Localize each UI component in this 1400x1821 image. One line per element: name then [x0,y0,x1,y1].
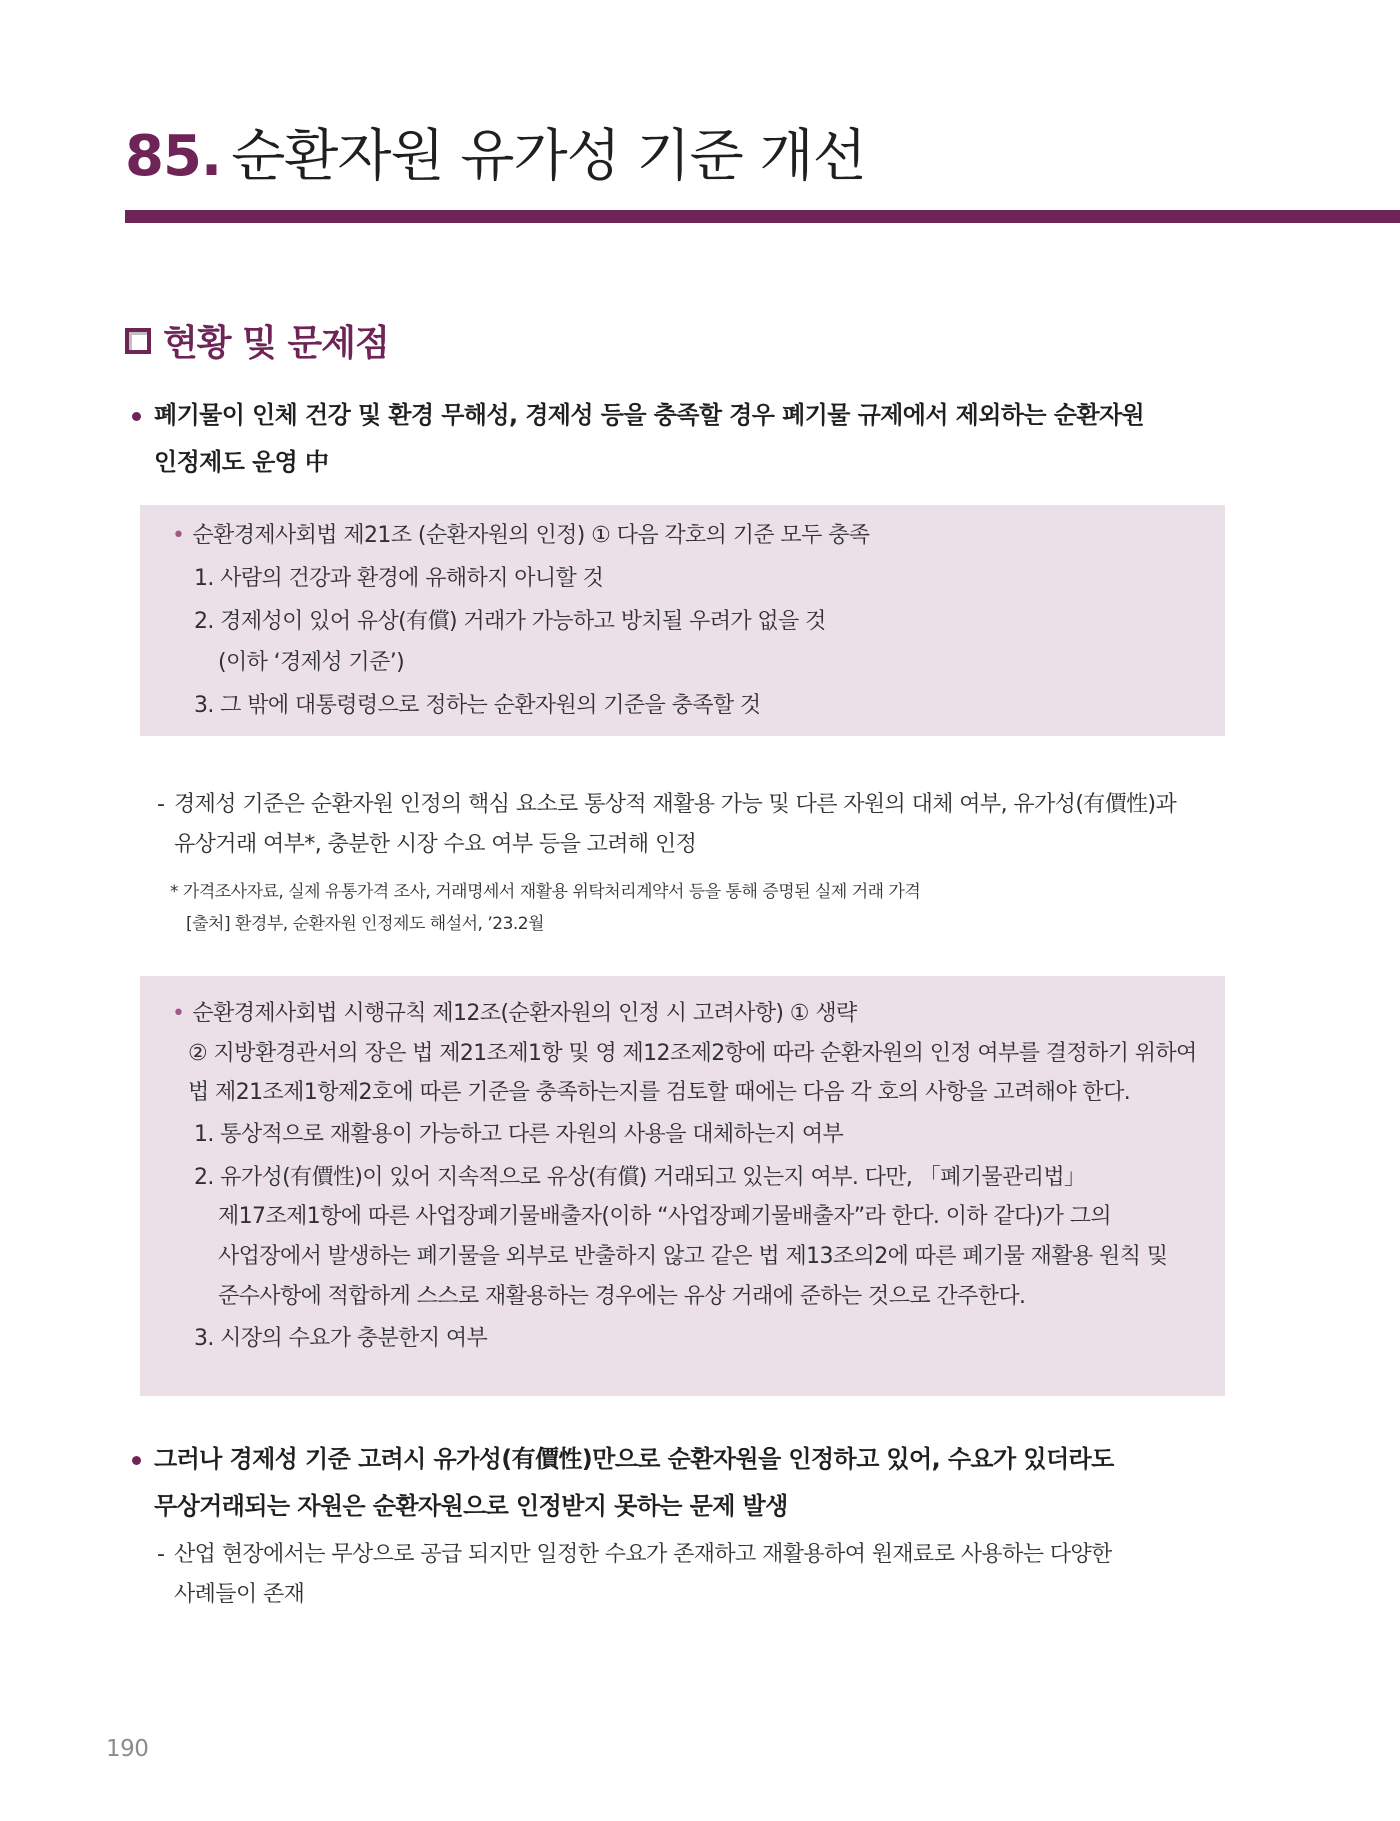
bullet2-line1: 그러나 경제성 기준 고려시 유가성(有價性)만으로 순환자원을 인정하고 있어, 수요가 있더라도 [154,1445,1114,1473]
dash2-line1: 산업 현장에서는 무상으로 공급 되지만 일정한 수요가 존재하고 재활용하여 원재료로 사용하는 다양한 [174,1542,1112,1567]
dash1-line1: 경제성 기준은 순환자원 인정의 핵심 요소로 통상적 재활용 가능 및 다른 자원의 대체 여부, 유가성(有價性)과 [174,792,1177,817]
dash-paragraph-1 [157,785,1237,865]
footnote-source: [출처] 환경부, 순환자원 인정제도 해설서, ’23.2월 [186,914,545,934]
box2-line: 3. 시장의 수요가 충분한지 여부 [194,1326,488,1351]
small-dot-icon: • [172,1001,185,1026]
dash-mark: - [157,1542,165,1567]
dash1-line2: 유상거래 여부*, 충분한 시장 수요 여부 등을 고려해 인정 [174,832,697,857]
box2-line: ② 지방환경관서의 장은 법 제21조제1항 및 영 제12조제2항에 따라 순환자원의 인정 여부를 결정하기 위하여 [188,1041,1197,1066]
box1-item: 2. 경제성이 있어 유상(有償) 거래가 가능하고 방치될 우려가 없을 것 [194,609,826,634]
dash2-line2: 사례들이 존재 [174,1582,305,1607]
footnote [170,876,1230,940]
box2-line: 준수사항에 적합하게 스스로 재활용하는 경우에는 유상 거래에 준하는 것으로 간주한다. [218,1284,1026,1309]
section-heading [125,315,389,366]
box1-item: 1. 사람의 건강과 환경에 유해하지 아니할 것 [194,566,604,591]
dash-paragraph-2 [157,1535,1237,1615]
title-number: 85. [125,124,222,189]
bullet1-line2: 인정제도 운영 中 [154,448,329,476]
box2-header: • 순환경제사회법 시행규칙 제12조(순환자원의 인정 시 고려사항) ① 생략 [172,1001,857,1026]
box2-line: 법 제21조제1항제2호에 따른 기준을 충족하는지를 검토할 때에는 다음 각 호의 사항을 고려해야 한다. [188,1080,1131,1105]
bullet1-line1: 폐기물이 인체 건강 및 환경 무해성, 경제성 등을 충족할 경우 폐기물 규제에서 제외하는 순환자원 [154,401,1145,429]
box1-item: (이하 ‘경제성 기준’) [218,650,405,675]
footnote-line1: * 가격조사자료, 실제 유통가격 조사, 거래명세서 재활용 위탁처리계약서 등을 통해 증명된 실제 거래 가격 [170,882,921,902]
bullet-paragraph-1 [132,392,1242,486]
box1-item: 3. 그 밖에 대통령령으로 정하는 순환자원의 기준을 충족할 것 [194,693,761,718]
dash-mark: - [157,792,165,817]
section-heading-text: 현황 및 문제점 [163,323,389,364]
box2-line: 제17조제1항에 따른 사업장폐기물배출자(이하 “사업장폐기물배출자”라 한다. 이하 같다)가 그의 [218,1204,1112,1229]
box2-line: 1. 통상적으로 재활용이 가능하고 다른 자원의 사용을 대체하는지 여부 [194,1122,844,1147]
square-bullet-icon [125,328,151,354]
small-dot-icon: • [172,523,185,548]
page-title [125,112,866,192]
bullet-paragraph-2 [132,1436,1242,1530]
bullet-dot-icon [132,412,141,421]
box1-header: • 순환경제사회법 제21조 (순환자원의 인정) ① 다음 각호의 기준 모두 충족 [172,523,870,548]
title-text: 순환자원 유가성 기준 개선 [231,124,866,189]
page-number: 190 [106,1736,149,1762]
title-rule [125,210,1400,223]
bullet-dot-icon [132,1456,141,1465]
box2-line: 2. 유가성(有價性)이 있어 지속적으로 유상(有償) 거래되고 있는지 여부. 다만, 「폐기물관리법」 [194,1165,1086,1190]
law-quote-box-1 [140,505,1225,736]
law-quote-box-2 [140,976,1225,1396]
box2-line: 사업장에서 발생하는 폐기물을 외부로 반출하지 않고 같은 법 제13조의2에 따른 폐기물 재활용 원칙 및 [218,1244,1168,1269]
bullet2-line2: 무상거래되는 자원은 순환자원으로 인정받지 못하는 문제 발생 [154,1492,788,1520]
